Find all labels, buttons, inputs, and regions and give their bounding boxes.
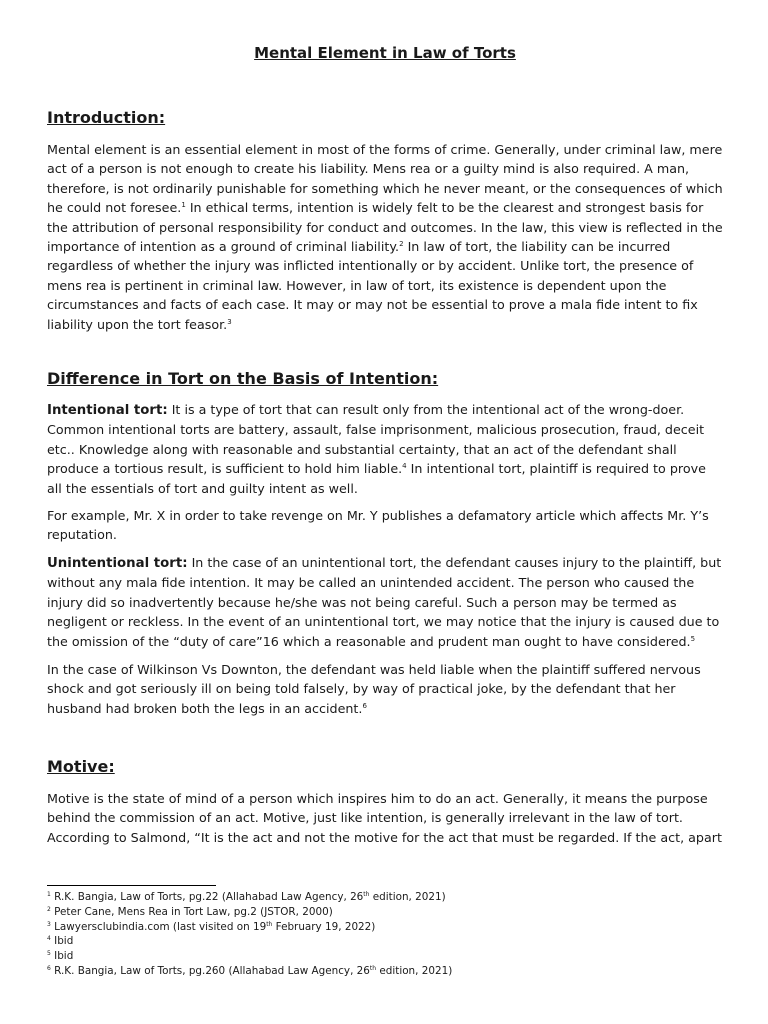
- intro-text-2: In ethical terms, intention is widely felt to be the clearest and strongest basis for the attribution of personal responsibility for conduct and outcomes. In the law, this view is reflected in the importance of intention as a ground of criminal liability.: [47, 200, 723, 255]
- footnote-text: R.K. Bangia, Law of Torts, pg.22 (Allahabad Law Agency, 26: [54, 891, 364, 903]
- footnote-ref-5[interactable]: 5: [690, 634, 696, 643]
- footnote-text-end: edition, 2021): [369, 891, 446, 903]
- case-text-1: In the case of Wilkinson Vs Downton, the defendant was held liable when the plaintiff suffered nervous shock and got seriously ill on being told falsely, by way of practical joke, by the defendant that her husband had broken both the legs in an accident.: [47, 662, 701, 716]
- footnote-ref-2[interactable]: 2: [399, 240, 404, 249]
- footnote-text: Ibid: [54, 950, 74, 963]
- intentional-text-2: In intentional tort, plaintiff is required to prove all the essentials of tort and guilty intent as well.: [47, 461, 706, 496]
- footnote-separator: [47, 885, 216, 886]
- unintentional-tort-label: Unintentional tort:: [47, 556, 188, 571]
- footnote-superscript: th: [363, 891, 370, 898]
- footnote-item: [47, 964, 723, 979]
- footnote-text: Peter Cane, Mens Rea in Tort Law, pg.2 (JSTOR, 2000): [54, 905, 333, 918]
- footnote-text-end: February 19, 2022): [272, 920, 376, 933]
- motive-paragraph: Motive is the state of mind of a person which inspires him to do an act. Generally, it means the purpose behind the commission of an act. Motive, just like intention, is generally irrelevant in the law of tort. According to Salmond, “It is the act and not the motive for the act that must be regarded. If the act, apart: [47, 791, 722, 845]
- footnote-text: Lawyersclubindia.com (last visited on 19: [54, 920, 267, 933]
- footnote-text-end: edition, 2021): [376, 964, 453, 977]
- footnote-item: [47, 905, 723, 920]
- footnote-number: 6: [47, 964, 51, 972]
- intentional-tort-label: Intentional tort:: [47, 403, 168, 418]
- document-title: Mental Element in Law of Torts: [254, 44, 516, 62]
- unintentional-tort-paragraph: [47, 553, 723, 651]
- heading-difference: Difference in Tort on the Basis of Intention:: [47, 369, 439, 388]
- footnote-number: 5: [47, 950, 51, 958]
- introduction-paragraph: [47, 140, 723, 334]
- footnote-ref-1[interactable]: 1: [181, 201, 186, 210]
- intro-text-3: In law of tort, the liability can be incurred regardless of whether the injury was inflicted intentionally or by accident. Unlike tort, the presence of mens rea is pertinent in criminal law. However, in law of tort, its existence is dependent upon the circumstances and facts of each case. It may or may not be essential to prove a mala fide intent to fix liability upon the tort feasor.: [47, 239, 698, 332]
- footnote-item: [47, 920, 723, 935]
- intro-text-1: Mental element is an essential element in most of the forms of crime. Generally, under criminal law, mere act of a person is not enough to create his liability. Mens rea or a guilty mind is also required. A man, therefore, is not ordinarily punishable for something which he never meant, or the consequences of which he could not foresee.: [47, 142, 723, 216]
- footnote-number: 3: [47, 920, 51, 928]
- footnote-text: R.K. Bangia, Law of Torts, pg.260 (Allahabad Law Agency, 26: [54, 964, 370, 977]
- footnote-ref-6[interactable]: 6: [362, 701, 367, 710]
- footnote-superscript: th: [369, 964, 377, 972]
- footnote-ref-3[interactable]: 3: [227, 317, 232, 326]
- intentional-tort-paragraph: [47, 400, 723, 498]
- footnote-item: [47, 890, 723, 905]
- example-paragraph: For example, Mr. X in order to take revenge on Mr. Y publishes a defamatory article which affects Mr. Y’s reputation.: [47, 508, 709, 543]
- footnote-item: [47, 949, 723, 964]
- footnote-superscript: th: [266, 920, 273, 928]
- footnote-ref-4[interactable]: 4: [402, 462, 407, 471]
- footnote-item: [47, 934, 723, 949]
- heading-motive: Motive:: [47, 757, 115, 776]
- footnote-number: 2: [47, 905, 51, 913]
- footnote-number: 1: [47, 891, 51, 898]
- unintentional-text-1: In the case of an unintentional tort, the defendant causes injury to the plaintiff, but without any mala fide intention. It may be called an unintended accident. The person who caused the injury did so inadvertently because he/she was not being careful. Such a person may be termed as negligent or reckless. In the event of an unintentional tort, we may notice that the injury is caused due to the omission of the “duty of care”16 which a reasonable and prudent man ought to have considered.: [47, 555, 722, 649]
- footnote-number: 4: [47, 935, 51, 943]
- footnote-text: Ibid: [54, 935, 74, 948]
- footnotes: [47, 890, 723, 979]
- intentional-text-1: It is a type of tort that can result only from the intentional act of the wrong-doer. Common intentional torts are battery, assault, false imprisonment, malicious prosecution, fraud, deceit etc.. Knowledge along with reasonable and substantial certainty, that an act of the defendant shall produce a tortious result, is sufficient to hold him liable.: [47, 402, 705, 477]
- heading-introduction: Introduction:: [47, 108, 166, 127]
- case-paragraph: [47, 660, 723, 718]
